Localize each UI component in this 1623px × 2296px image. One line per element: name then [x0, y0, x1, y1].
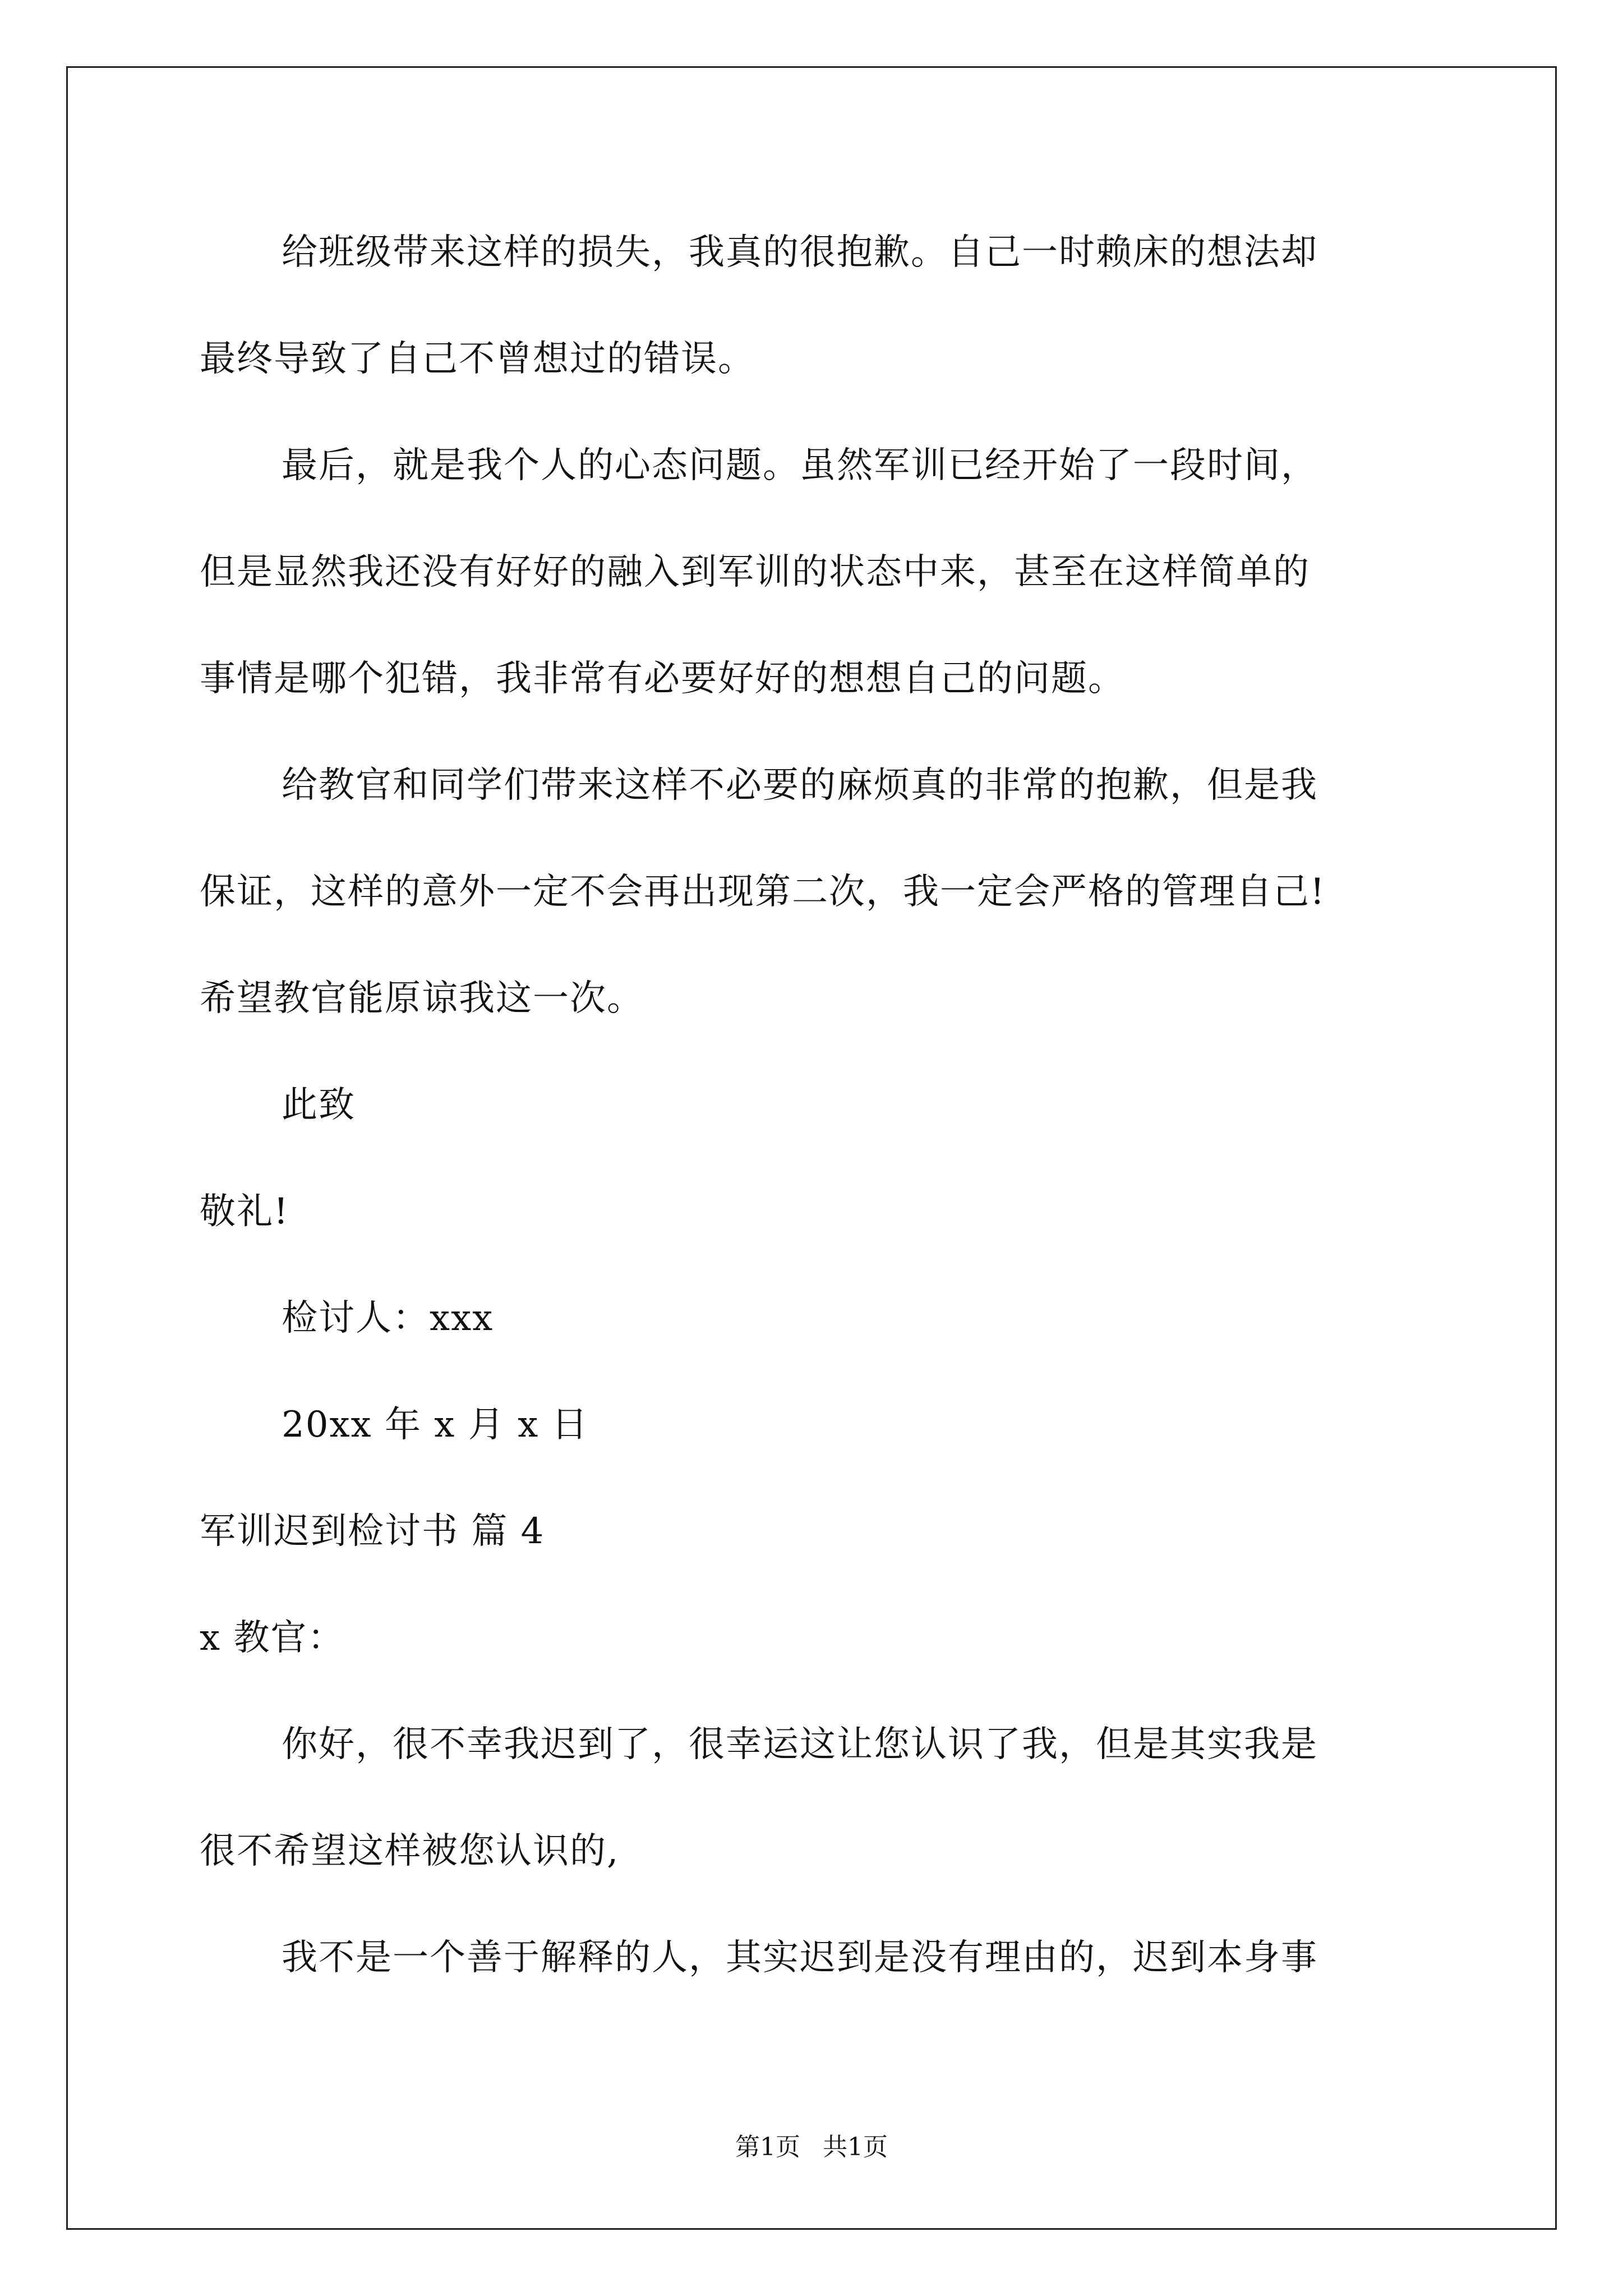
closing-salutation: 此致 — [282, 1084, 356, 1126]
paragraph-line: 我不是一个善于解释的人，其实迟到是没有理由的，迟到本身事 — [282, 1937, 1318, 1978]
date-line: 20xx 年 x 月 x 日 — [282, 1404, 589, 1446]
paragraph-line: 事情是哪个犯错，我非常有必要好好的想想自己的问题。 — [200, 658, 1125, 700]
signature-line: 检讨人：xxx — [282, 1297, 494, 1339]
paragraph-line: 保证，这样的意外一定不会再出现第二次，我一定会严格的管理自己! — [200, 871, 1326, 913]
paragraph-line: 希望教官能原谅我这一次。 — [200, 978, 644, 1019]
paragraph-line: 最终导致了自己不曾想过的错误。 — [200, 338, 755, 380]
paragraph-line: 你好，很不幸我迟到了，很幸运这让您认识了我，但是其实我是 — [282, 1724, 1318, 1765]
closing-regards: 敬礼! — [200, 1191, 289, 1232]
paragraph-line: 很不希望这样被您认识的, — [200, 1830, 620, 1872]
section-title: 军训迟到检讨书 篇 4 — [200, 1511, 545, 1552]
paragraph-line: 但是显然我还没有好好的融入到军训的状态中来，甚至在这样简单的 — [200, 551, 1310, 593]
page-number-current: 第1页 — [735, 2133, 800, 2161]
addressee-line: x 教官： — [200, 1617, 345, 1659]
page-footer — [0, 2132, 1623, 2163]
page-border — [66, 66, 1557, 2230]
page-number-total: 共1页 — [823, 2133, 888, 2161]
paragraph-line: 给班级带来这样的损失，我真的很抱歉。自己一时赖床的想法却 — [282, 232, 1318, 273]
paragraph-line: 给教官和同学们带来这样不必要的麻烦真的非常的抱歉，但是我 — [282, 765, 1318, 806]
paragraph-line: 最后，就是我个人的心态问题。虽然军训已经开始了一段时间， — [282, 445, 1318, 486]
